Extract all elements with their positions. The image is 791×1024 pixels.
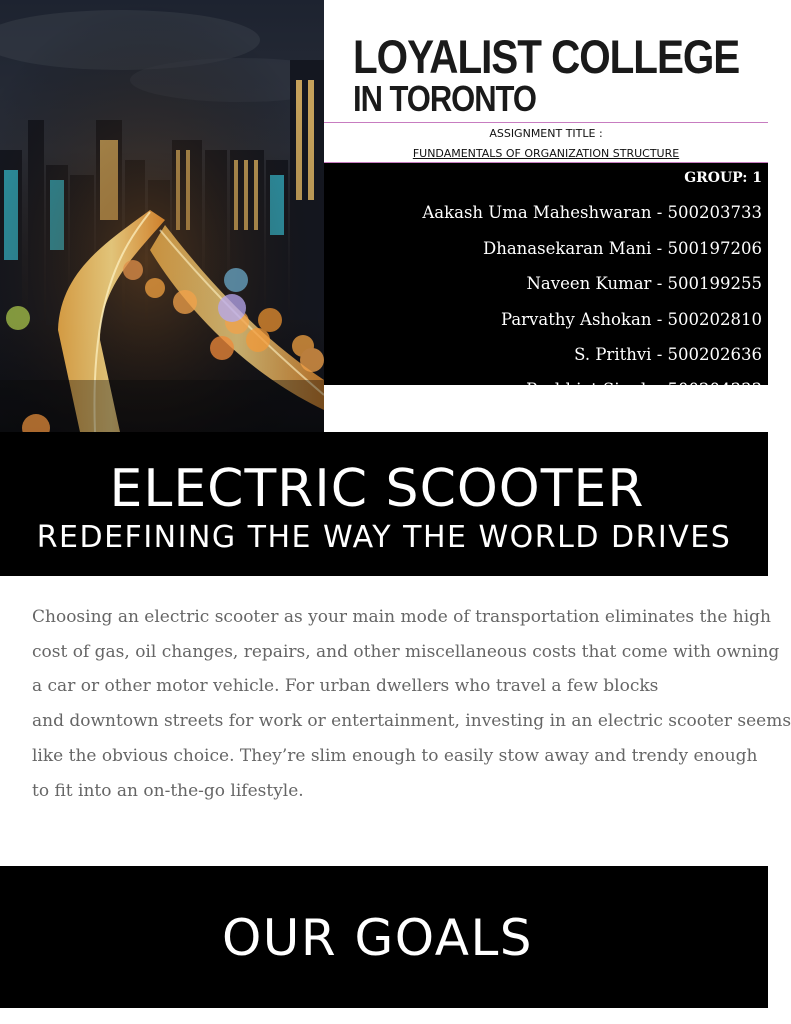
subtitle: REDEFINING THE WAY THE WORLD DRIVES [36, 520, 732, 555]
intro-line: like the obvious choice. They’re slim enough to easily stow away and trendy enough [32, 745, 758, 766]
college-logo-panel [324, 0, 768, 122]
goals-heading: OUR GOALS [221, 909, 534, 967]
member-name: Aakash Uma Maheshwaran - 500203733 [422, 203, 762, 223]
intro-line: and downtown streets for work or entertainment, investing in an electric scooter seems [32, 711, 791, 732]
city-highway-photo [0, 0, 324, 432]
intro-paragraph [32, 600, 791, 808]
blank-panel [324, 385, 768, 432]
hero-section [0, 0, 768, 432]
intro-line: cost of gas, oil changes, repairs, and other miscellaneous costs that come with owning [32, 641, 780, 662]
intro-line: to fit into an on-the-go lifestyle. [32, 780, 304, 801]
college-logo [353, 30, 740, 120]
college-name-line1: LOYALIST COLLEGE [353, 30, 740, 83]
intro-line: Choosing an electric scooter as your main mode of transportation eliminates the high [32, 607, 771, 627]
college-name-line2: IN TORONTO [353, 78, 536, 120]
title-band [0, 432, 768, 576]
goals-band [0, 866, 768, 1008]
intro-line: a car or other motor vehicle. For urban dwellers who travel a few blocks [32, 676, 659, 697]
member-name: Naveen Kumar - 500199255 [526, 274, 762, 294]
main-title: ELECTRIC SCOOTER [109, 459, 645, 519]
assignment-label: ASSIGNMENT TITLE : [489, 127, 603, 140]
member-name: S. Prithvi - 500202636 [574, 344, 762, 364]
assignment-title: FUNDAMENTALS OF ORGANIZATION STRUCTURE [412, 147, 680, 160]
member-name: Dhanasekaran Mani - 500197206 [482, 238, 762, 258]
group-label: GROUP: 1 [684, 170, 762, 186]
assignment-title-box [324, 122, 768, 163]
member-name: Parvathy Ashokan - 500202810 [500, 309, 762, 329]
group-members-panel [324, 163, 768, 385]
